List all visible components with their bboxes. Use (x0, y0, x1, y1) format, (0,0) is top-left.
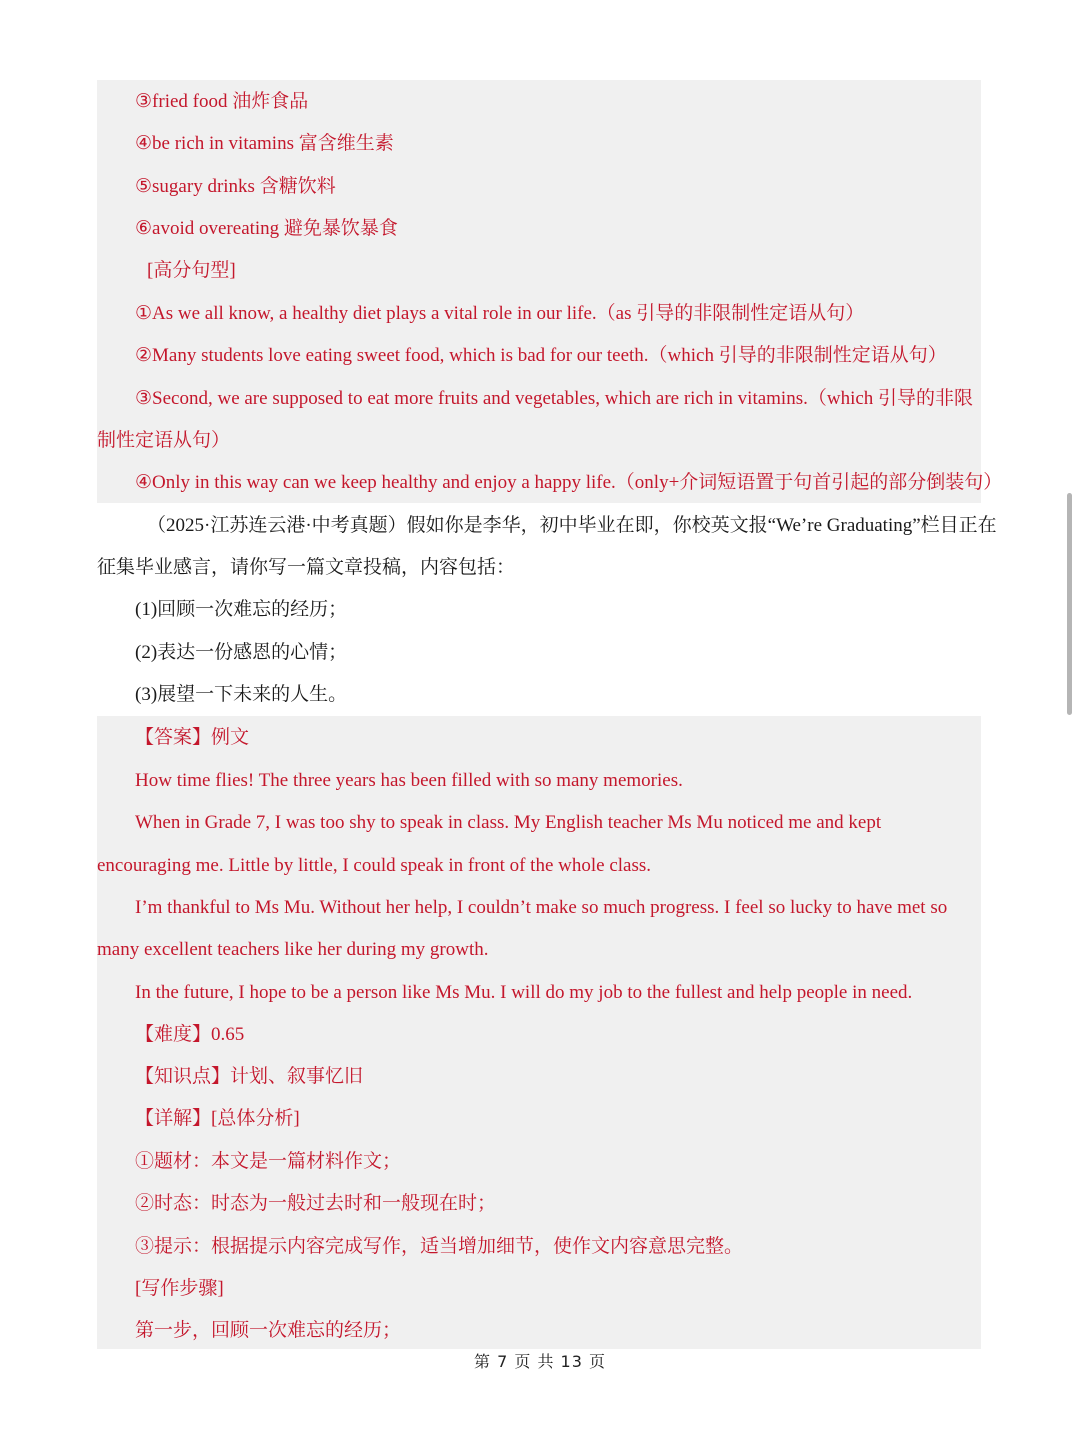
question-item: (1)回顾一次难忘的经历； (135, 599, 348, 620)
scrollbar-thumb[interactable] (1067, 493, 1072, 715)
sentence-4: ④Only in this way can we keep healthy and enjoy a happy life.（only+介词短语置于句首引起的部分倒装句） (135, 472, 1003, 493)
vocab-item: ④be rich in vitamins 富含维生素 (135, 133, 394, 154)
difficulty: 【难度】0.65 (135, 1024, 245, 1045)
detail-heading: 【详解】[总体分析] (135, 1108, 300, 1129)
answer-paragraph-1: How time flies! The three years has been filled with so many memories. (135, 770, 683, 791)
question-item: (3)展望一下未来的人生。 (135, 684, 348, 705)
sentence-3-continued: 制性定语从句） (97, 430, 231, 451)
sentence-1: ①As we all know, a healthy diet plays a vital role in our life.（as 引导的非限制性定语从句） (135, 303, 865, 324)
vocab-item: ⑤sugary drinks 含糖饮料 (135, 176, 336, 197)
analysis-item: ①题材：本文是一篇材料作文； (135, 1151, 402, 1172)
step-1: 第一步，回顾一次难忘的经历； (135, 1320, 402, 1341)
answer-paragraph-2-continued: encouraging me. Little by little, I could speak in front of the whole class. (97, 855, 652, 876)
analysis-item: ③提示：根据提示内容完成写作，适当增加细节，使作文内容意思完整。 (135, 1236, 744, 1257)
answer-paragraph-3: I’m thankful to Ms Mu. Without her help, I couldn’t make so much progress. I feel so lucky to have met so (135, 897, 948, 918)
answer-paragraph-3-continued: many excellent teachers like her during my growth. (97, 939, 489, 960)
question-item: (2)表达一份感恩的心情； (135, 642, 348, 663)
answer-paragraph-4: In the future, I hope to be a person like Ms Mu. I will do my job to the fullest and help people in need. (135, 982, 913, 1003)
analysis-item: ②时态：时态为一般过去时和一般现在时； (135, 1193, 497, 1214)
answer-paragraph-2: When in Grade 7, I was too shy to speak in class. My English teacher Ms Mu noticed me and kept (135, 812, 882, 833)
page-footer: 第 7 页 共 13 页 (474, 1352, 606, 1371)
sentence-3: ③Second, we are supposed to eat more fruits and vegetables, which are rich in vitamins.（which 引导的非限 (135, 388, 974, 409)
question-prompt-continued: 征集毕业感言，请你写一篇文章投稿，内容包括： (97, 557, 516, 578)
vocab-item: ⑥avoid overeating 避免暴饮暴食 (135, 218, 398, 239)
steps-heading: [写作步骤] (135, 1278, 224, 1299)
sentence-2: ②Many students love eating sweet food, which is bad for our teeth.（which 引导的非限制性定语从句） (135, 345, 947, 366)
knowledge-points: 【知识点】计划、叙事忆旧 (135, 1066, 364, 1087)
vocab-item: ③fried food 油炸食品 (135, 91, 309, 112)
question-prompt: （2025·江苏连云港·中考真题）假如你是李华，初中毕业在即，你校英文报“We’re Graduating”栏目正在 (147, 515, 997, 536)
sentences-heading: [高分句型] (147, 260, 236, 281)
answer-label: 【答案】例文 (135, 727, 250, 748)
